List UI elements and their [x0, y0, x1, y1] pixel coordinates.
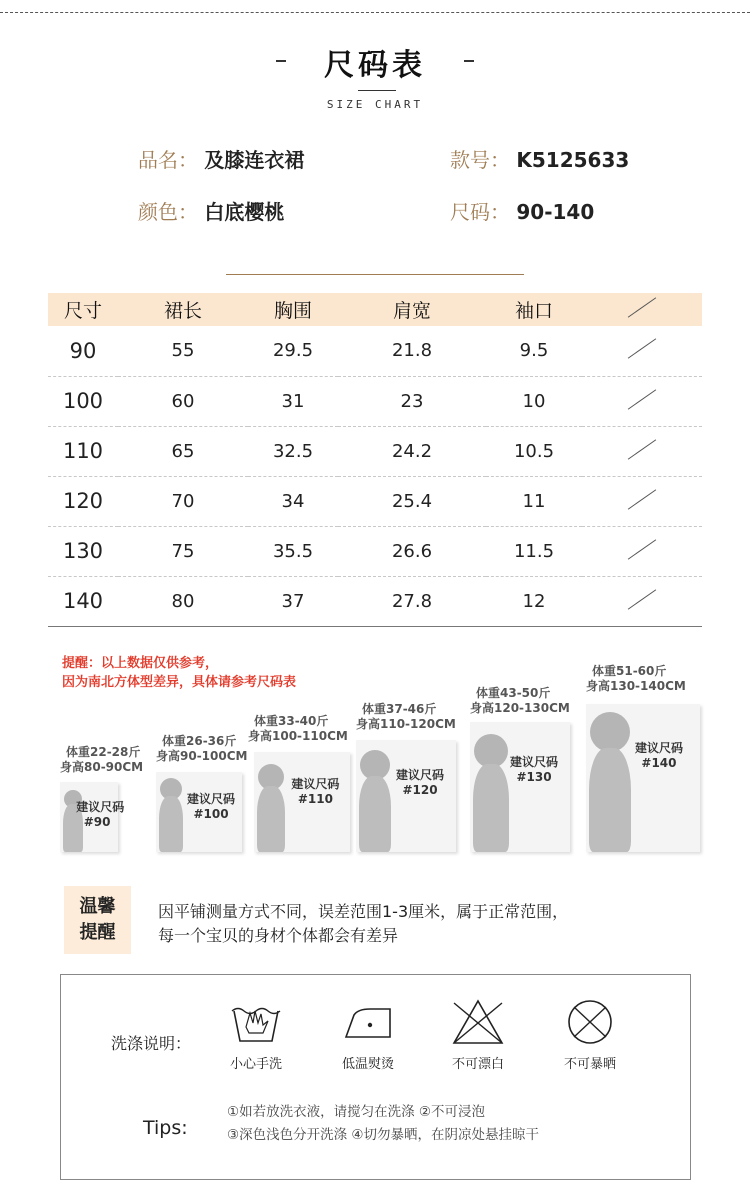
cell-slash	[582, 326, 702, 376]
cell-shoulder: 23	[338, 376, 486, 426]
cell-shoulder: 24.2	[338, 426, 486, 476]
kid-height: 身高80-90CM	[60, 760, 144, 774]
warm-text-line-2: 每一个宝贝的身材个体都会有差异	[158, 926, 399, 945]
kid-advice-label: 建议尺码	[187, 792, 236, 806]
table-row	[48, 576, 702, 626]
care-item-hand-wash	[211, 997, 301, 1072]
care-item-low-iron	[323, 997, 413, 1072]
kid-advice-label: 建议尺码	[509, 754, 558, 769]
kid-size-code: #90	[83, 814, 111, 829]
cell-chest: 32.5	[248, 426, 338, 476]
header-shoulder: 肩宽	[338, 293, 486, 326]
cell-length: 70	[118, 476, 248, 526]
kid-suggested-size	[618, 741, 700, 771]
kid-suggested-size	[498, 755, 570, 785]
care-item-no-bleach	[433, 997, 523, 1072]
table-row	[48, 426, 702, 476]
kid-advice-label: 建议尺码	[634, 741, 683, 755]
product-color-value: 白底樱桃	[204, 200, 285, 224]
kid-weight: 体重22-28斤	[66, 745, 141, 759]
size-table	[48, 293, 702, 627]
tips-text	[227, 1101, 539, 1147]
kid-size-code: #120	[402, 783, 438, 797]
low-iron-icon	[340, 997, 396, 1047]
kid-weight: 体重43-50斤	[476, 686, 551, 700]
kid-size-code: #110	[297, 792, 333, 806]
kid-size-code: #130	[516, 769, 552, 784]
table-row	[48, 376, 702, 426]
size-reminder	[62, 654, 296, 692]
product-name-key: 品名：	[138, 148, 198, 172]
cell-length: 65	[118, 426, 248, 476]
kid-size-code: #100	[193, 807, 229, 821]
cell-slash	[582, 376, 702, 426]
reminder-line-1: 提醒：以上数据仅供参考，	[62, 656, 219, 671]
kid-height: 身高90-100CM	[156, 749, 248, 763]
kid-advice-label: 建议尺码	[76, 799, 125, 814]
kid-height: 身高100-110CM	[248, 729, 348, 743]
cell-shoulder: 26.6	[338, 526, 486, 576]
product-size-range	[450, 196, 594, 225]
kid-suggested-size	[76, 799, 125, 830]
cell-slash	[582, 576, 702, 626]
cell-size: 110	[48, 426, 118, 476]
cell-cuff: 12	[486, 576, 582, 626]
table-row	[48, 326, 702, 376]
kid-weight: 体重33-40斤	[254, 714, 329, 728]
cell-cuff: 10	[486, 376, 582, 426]
title-underline	[358, 90, 396, 91]
tips-line-2: ③深色浅色分开洗涤 ④切勿暴晒，在阴凉处悬挂晾干	[227, 1127, 539, 1143]
kid-suggested-size	[281, 777, 350, 807]
page-subtitle: SIZE CHART	[326, 98, 424, 111]
product-name-value: 及膝连衣裙	[204, 148, 305, 172]
kid-height: 身高130-140CM	[586, 679, 686, 693]
kid-height: 身高110-120CM	[356, 717, 456, 731]
cell-size: 120	[48, 476, 118, 526]
hand-wash-icon	[228, 997, 284, 1047]
care-label-no-bleach: 不可漂白	[451, 1057, 504, 1072]
cell-length: 60	[118, 376, 248, 426]
size-table-header	[48, 293, 702, 326]
cell-length: 75	[118, 526, 248, 576]
warm-reminder-text	[158, 900, 568, 948]
cell-slash	[582, 426, 702, 476]
kid-suggested-size	[384, 768, 456, 798]
product-size-value: 90-140	[516, 200, 595, 224]
product-code	[450, 144, 629, 173]
cell-chest: 31	[248, 376, 338, 426]
product-code-value: K5125633	[516, 148, 630, 172]
product-name	[138, 144, 304, 173]
tips-line-1: ①如若放洗衣液，请搅匀在洗涤 ②不可浸泡	[227, 1104, 485, 1120]
care-item-no-sun	[545, 997, 635, 1072]
cell-size: 140	[48, 576, 118, 626]
no-tumble-dry-icon	[562, 997, 618, 1047]
cell-size: 90	[48, 326, 118, 376]
header-cuff: 袖口	[486, 293, 582, 326]
cell-slash	[582, 526, 702, 576]
cell-shoulder: 25.4	[338, 476, 486, 526]
page-title: 尺码表	[324, 48, 426, 83]
warm-reminder-tag	[64, 886, 131, 954]
cell-size: 130	[48, 526, 118, 576]
header-length: 裙长	[118, 293, 248, 326]
header-empty-slash	[582, 293, 702, 326]
warm-tag-line-1: 温馨	[79, 896, 116, 917]
tips-label: Tips:	[143, 1117, 188, 1139]
header-chest: 胸围	[248, 293, 338, 326]
cell-cuff: 11.5	[486, 526, 582, 576]
cell-slash	[582, 476, 702, 526]
care-instructions	[60, 974, 691, 1180]
cell-chest: 37	[248, 576, 338, 626]
care-label-low-iron: 低温熨烫	[341, 1057, 394, 1072]
cell-chest: 29.5	[248, 326, 338, 376]
reminder-line-2: 因为南北方体型差异，具体请参考尺码表	[62, 675, 297, 690]
warm-text-line-1: 因平铺测量方式不同，误差范围1-3厘米，属于正常范围，	[158, 902, 569, 921]
cell-cuff: 9.5	[486, 326, 582, 376]
section-divider	[226, 274, 524, 275]
kid-weight: 体重51-60斤	[592, 664, 667, 678]
kid-height: 身高120-130CM	[470, 701, 570, 715]
cell-shoulder: 27.8	[338, 576, 486, 626]
table-row	[48, 526, 702, 576]
product-color	[138, 196, 284, 225]
cell-chest: 34	[248, 476, 338, 526]
kid-advice-label: 建议尺码	[395, 768, 444, 782]
kid-size-code: #140	[641, 756, 677, 770]
cell-chest: 35.5	[248, 526, 338, 576]
header-size: 尺寸	[48, 293, 118, 326]
top-dashed-divider	[0, 12, 750, 13]
cell-length: 80	[118, 576, 248, 626]
cell-length: 55	[118, 326, 248, 376]
kid-weight: 体重26-36斤	[162, 734, 237, 748]
product-color-key: 颜色：	[138, 200, 198, 224]
product-code-key: 款号：	[450, 148, 510, 172]
title-dash-right	[464, 60, 474, 62]
table-row	[48, 476, 702, 526]
care-label-hand-wash: 小心手洗	[229, 1057, 282, 1072]
cell-size: 100	[48, 376, 118, 426]
product-size-key: 尺码：	[450, 200, 510, 224]
kid-advice-label: 建议尺码	[291, 777, 340, 791]
no-bleach-icon	[450, 997, 506, 1047]
cell-cuff: 11	[486, 476, 582, 526]
warm-tag-line-2: 提醒	[79, 922, 116, 943]
kid-suggested-size	[180, 792, 242, 822]
care-label-no-sun: 不可暴晒	[563, 1057, 616, 1072]
care-title: 洗涤说明：	[111, 1034, 192, 1053]
kid-weight: 体重37-46斤	[362, 702, 437, 716]
cell-cuff: 10.5	[486, 426, 582, 476]
cell-shoulder: 21.8	[338, 326, 486, 376]
